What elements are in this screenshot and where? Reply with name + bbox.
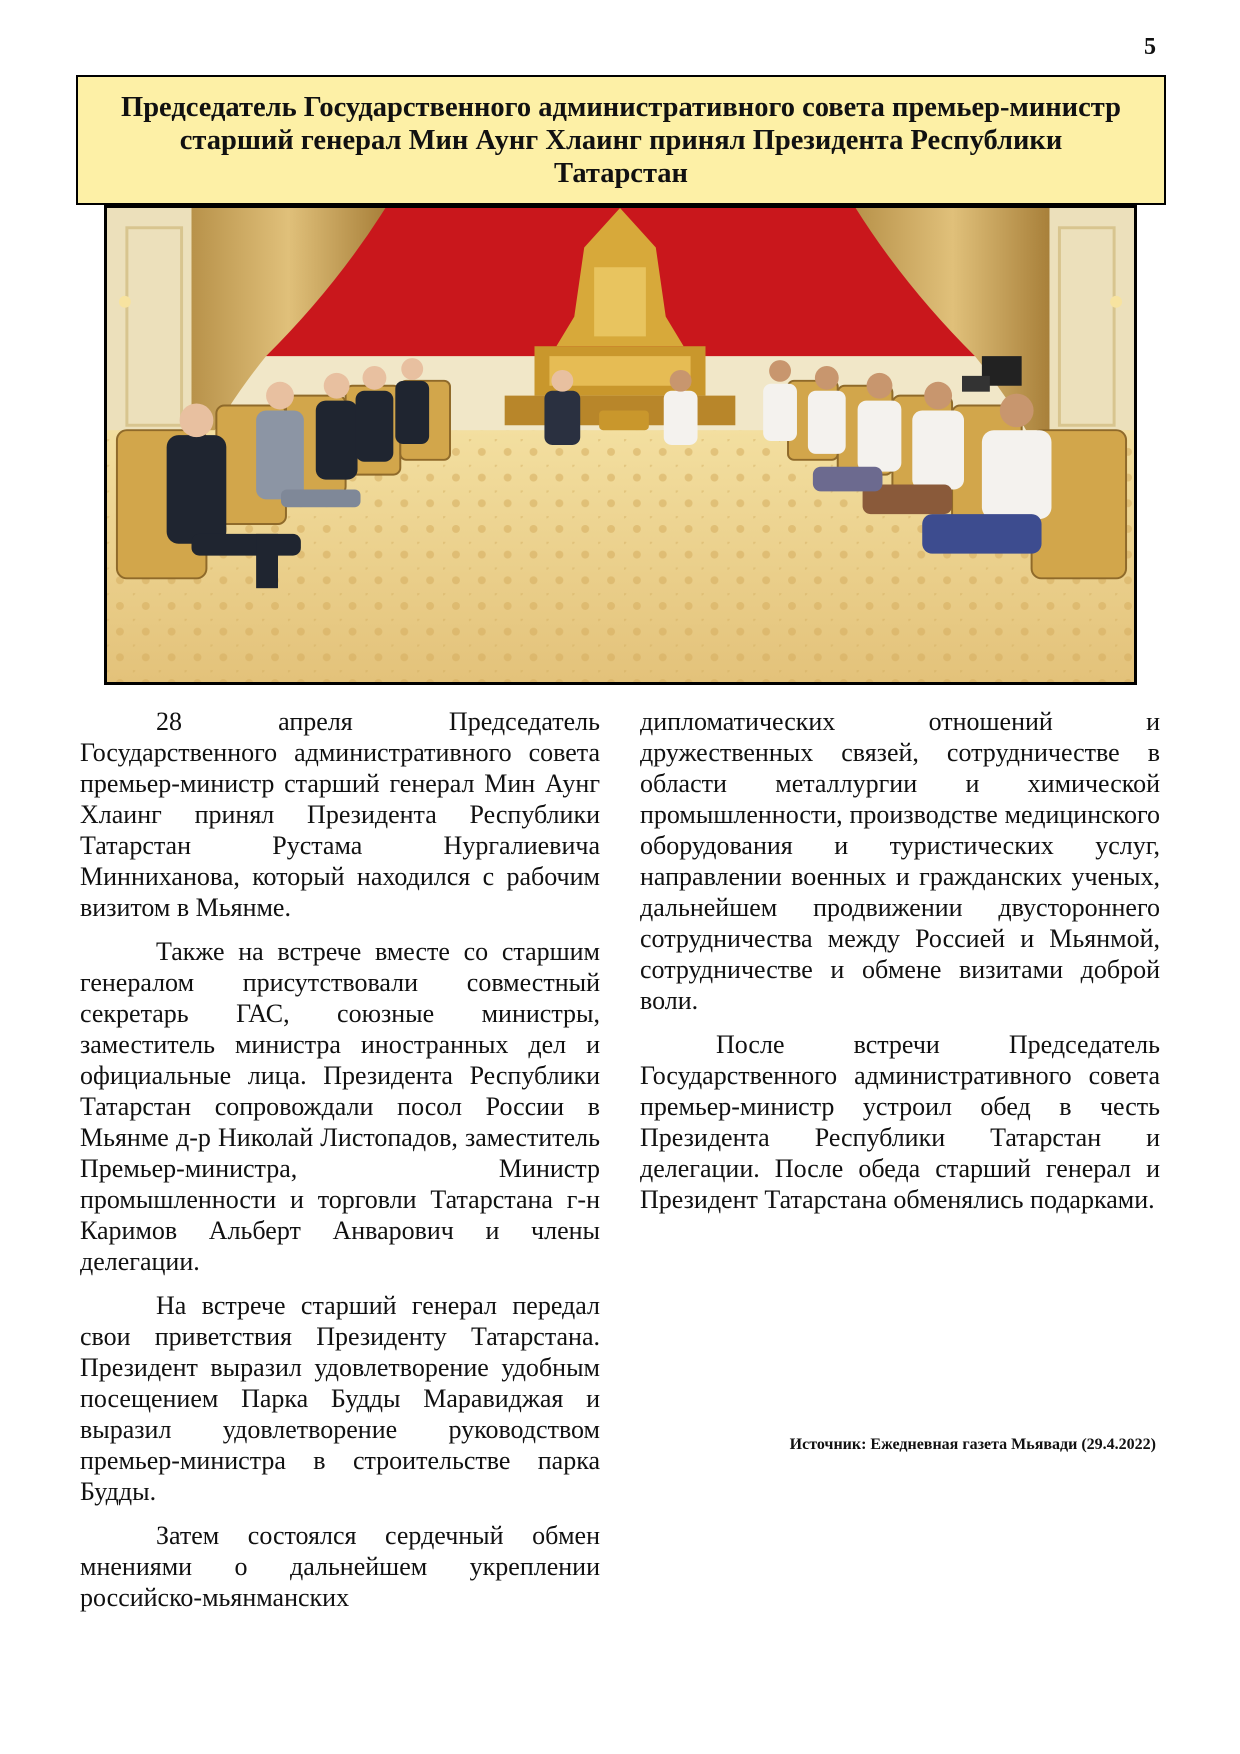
paragraph: дипломатических отношений и дружественных связей, сотрудничестве в области металлургии и химической промышленности, производстве медицинского оборудования и туристических услуг, направлении военных и гражданских ученых, дальнейшем продвижении двустороннего сотрудничества между Россией и Мьянмой, сотрудничестве и обмене визитами доброй воли. (640, 707, 1160, 1015)
source-citation: Источник: Ежедневная газета Мьявади (29.4.2022) (789, 1436, 1156, 1453)
title-box (76, 75, 1166, 205)
paragraph: Затем состоялся сердечный обмен мнениями о дальнейшем укреплении российско-мьянманских (80, 1521, 600, 1612)
paragraph: На встрече старший генерал передал свои приветствия Президенту Татарстана. Президент выразил удовлетворение удобным посещением Парка Будды Маравиджая и выразил удовлетворение руководством премьер-министра в строительстве парка Будды. (80, 1291, 600, 1506)
paragraph: После встречи Председатель Государственного административного совета премьер-министр устроил обед в честь Президента Республики Татарстан и делегации. После обеда старший генерал и Президент Татарстана обменялись подарками. (640, 1030, 1160, 1214)
page-number: 5 (1144, 34, 1156, 60)
article-title: Председатель Государственного административного совета премьер-министр старший генерал Мин Аунг Хлаинг принял Президента Республики Татарстан (121, 91, 1121, 189)
right-column (640, 706, 1160, 1228)
left-column (80, 706, 600, 1626)
meeting-photo-illustration (107, 208, 1134, 682)
paragraph: Также на встрече вместе со старшим генералом присутствовали совместный секретарь ГАС, союзные министры, заместитель министра иностранных дел и официальные лица. Президента Республики Татарстан сопровождали посол России в Мьянме д-р Николай Листопадов, заместитель Премьер-министра, Министр промышленности и торговли Татарстана г-н Каримов Альберт Анварович и члены делегации. (80, 937, 600, 1276)
paragraph: 28 апреля Председатель Государственного административного совета премьер-министр старший генерал Мин Аунг Хлаинг принял Президента Республики Татарстан Рустама Нургалиевича Минниханова, который находился с рабочим визитом в Мьянме. (80, 707, 600, 922)
meeting-photo (104, 205, 1137, 685)
